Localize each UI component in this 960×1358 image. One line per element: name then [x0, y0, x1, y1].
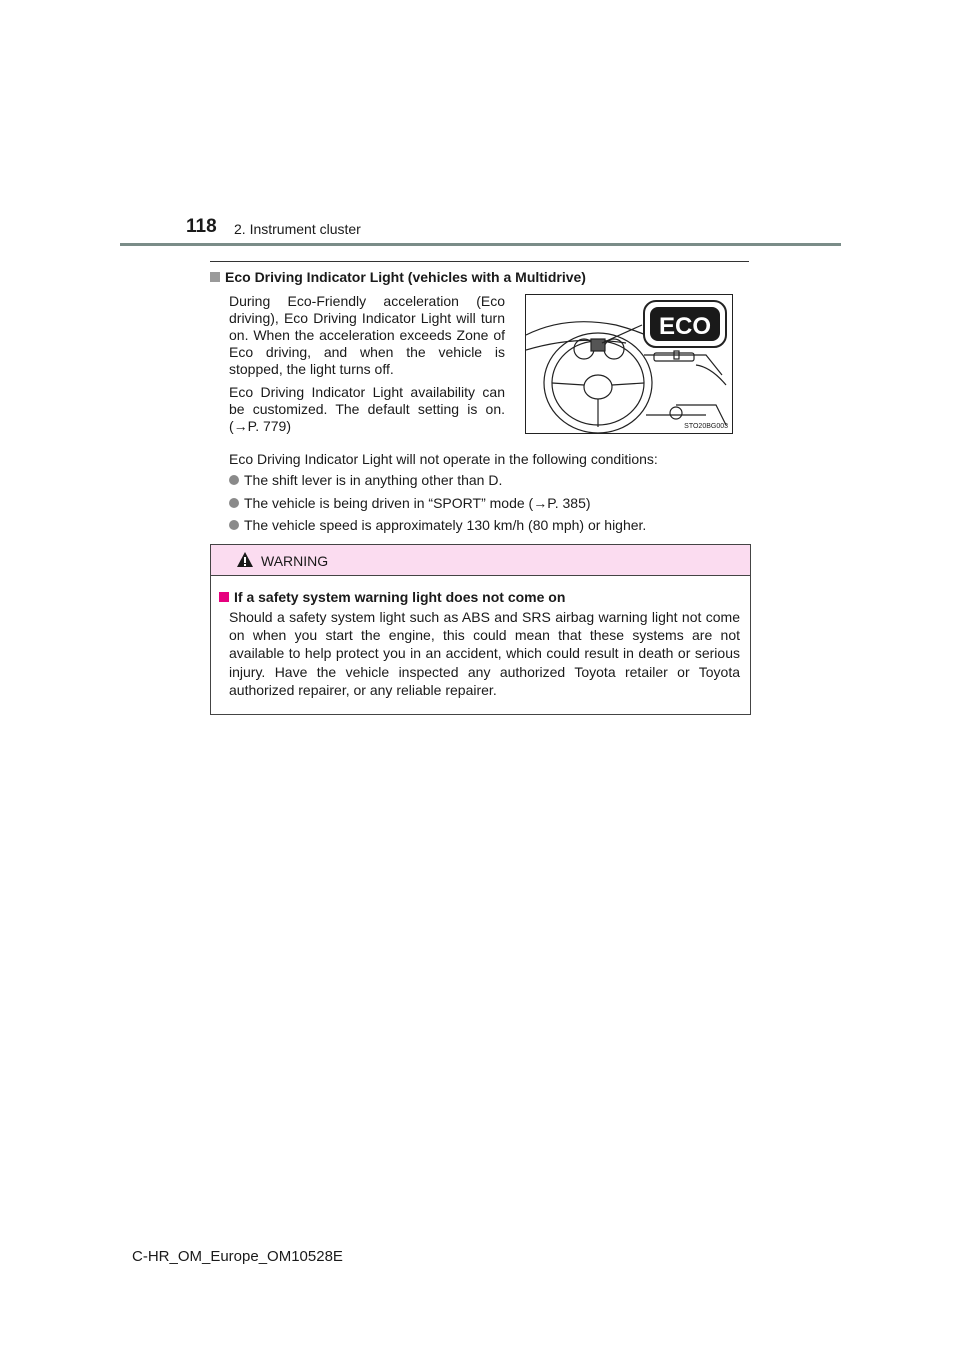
bullet-icon [229, 475, 239, 485]
warning-header [211, 545, 750, 576]
warning-label: WARNING [261, 553, 329, 569]
warning-triangle-icon [236, 551, 254, 568]
condition-item: The shift lever is in anything other than D. [229, 472, 502, 488]
conditions-intro: Eco Driving Indicator Light will not operate in the following conditions: [229, 451, 658, 467]
header-rule [120, 243, 841, 246]
warning-body: Should a safety system light such as ABS and SRS airbag warning light not come on when you start the engine, this could mean that these systems are not available to help protect you in an accident, which could result in death or serious injury. Have the vehicle inspected any authorized Toyota retailer or Toyota authorized repairer, or any reliable repairer. [229, 609, 740, 698]
bullet-icon [229, 520, 239, 530]
bullet-icon [229, 498, 239, 508]
section-divider [210, 261, 749, 262]
condition-item: The vehicle speed is approximately 130 km/h (80 mph) or higher. [229, 517, 646, 533]
condition-item: The vehicle is being driven in “SPORT” mode (→P. 385) [229, 495, 591, 511]
figure-code: STO20BG003 [684, 423, 728, 430]
document-id: C-HR_OM_Europe_OM10528E [132, 1248, 343, 1265]
warning-square-icon [219, 592, 229, 602]
heading-square-icon [210, 272, 220, 282]
eco-heading-text: Eco Driving Indicator Light (vehicles with a Multidrive) [225, 269, 586, 285]
eco-heading [210, 269, 586, 285]
eco-paragraph-1: During Eco-Friendly acceleration (Eco driving), Eco Driving Indicator Light will turn on. When the acceleration exceeds Zone of Eco driving, and when the vehicle is stopped, the light turns off. [229, 293, 505, 377]
warning-title: If a safety system warning light does not come on [219, 589, 565, 605]
dashboard-drawing [526, 295, 732, 433]
eco-paragraph-2: Eco Driving Indicator Light availability can be customized. The default setting is on. (→P. 779) [229, 384, 505, 434]
section-title: 2. Instrument cluster [234, 221, 361, 237]
eco-callout-label: ECO [658, 313, 712, 340]
page-number: 118 [186, 216, 217, 237]
warning-box [210, 544, 751, 715]
eco-dashboard-illustration [525, 294, 733, 434]
